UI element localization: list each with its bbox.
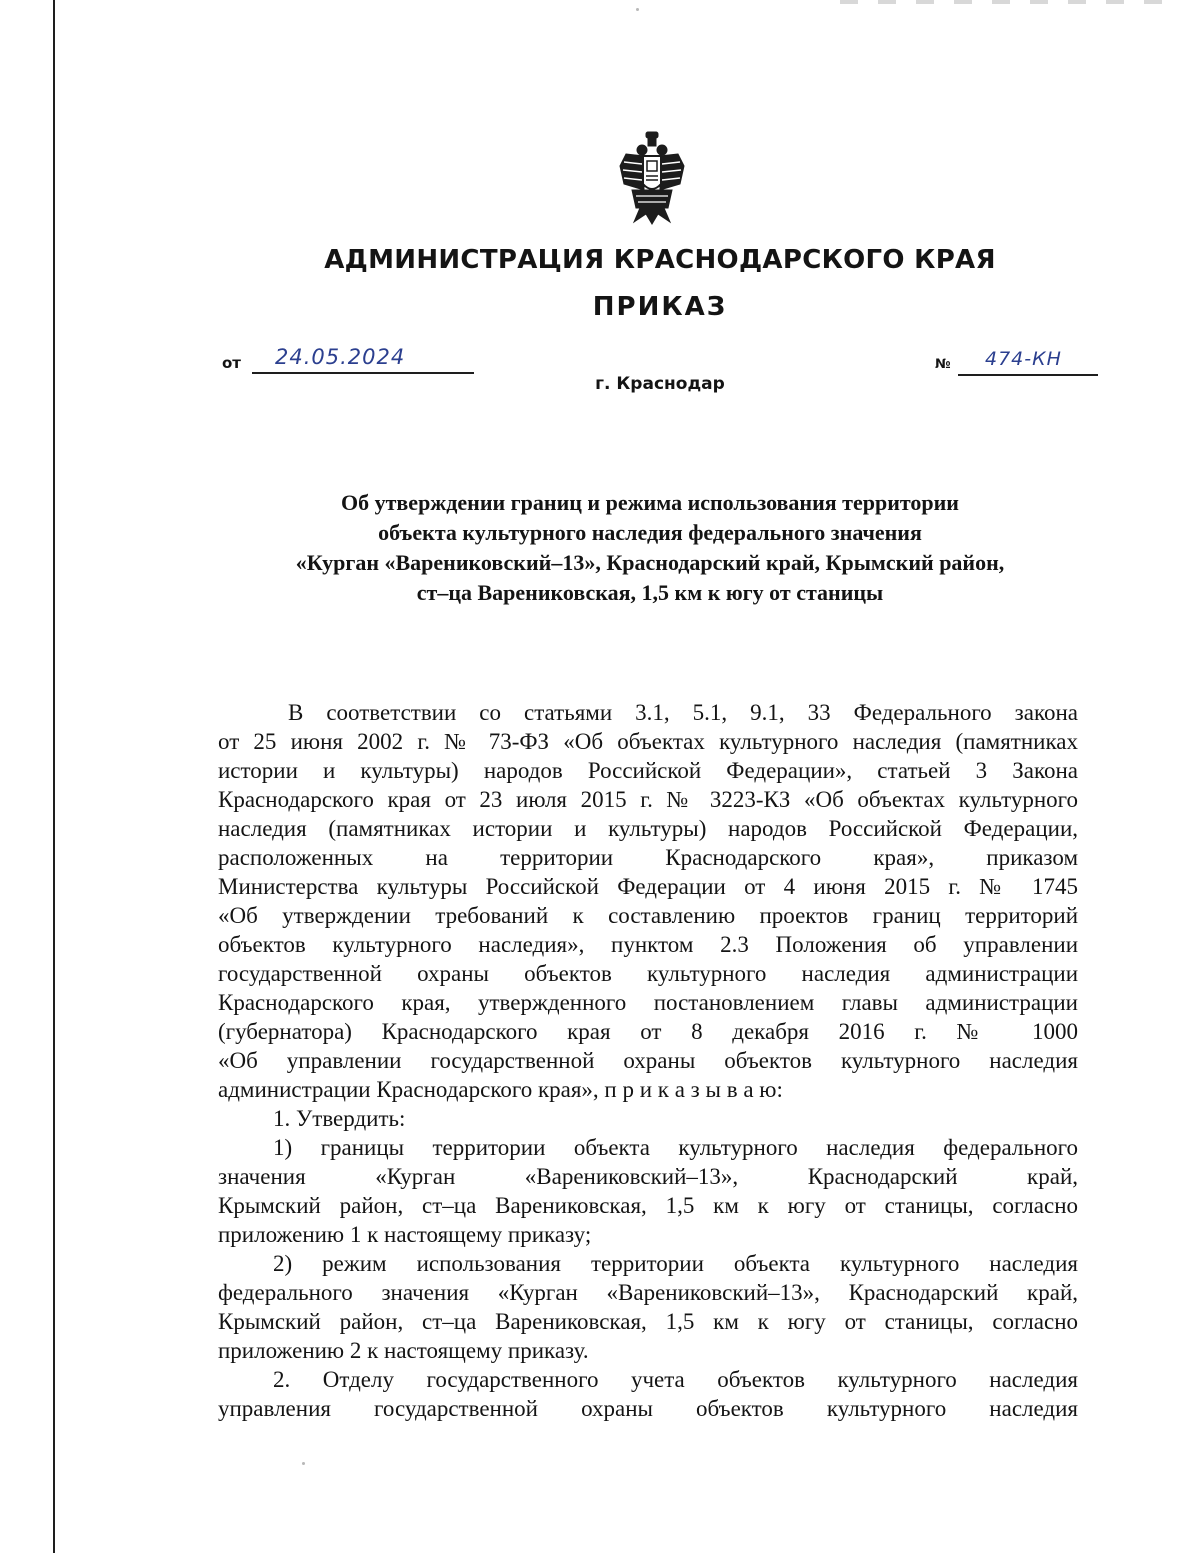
body-line: значения «Курган «Варениковский–13», Краснодарский край, [218, 1164, 1078, 1189]
subject-line: «Курган «Варениковский–13», Краснодарский край, Крымский район, [295, 550, 1005, 575]
body-line: (губернатора) Краснодарского края от 8 декабря 2016 г. № 1000 [218, 1019, 1078, 1044]
body-line: истории и культуры) народов Российской Федерации», статьей 3 Закона [218, 758, 1078, 783]
body-line: Министерства культуры Российской Федерации от 4 июня 2015 г. № 1745 [218, 874, 1078, 899]
coat-of-arms-emblem [618, 130, 686, 225]
body-line: Крымский район, ст–ца Варениковская, 1,5 км к югу от станицы, согласно [218, 1309, 1078, 1334]
body-line: наследия (памятниках истории и культуры) народов Российской Федерации, [218, 816, 1078, 841]
body-line: администрации Краснодарского края», п р и к а з ы в а ю: [218, 1077, 783, 1102]
document-type: ПРИКАЗ [592, 292, 728, 322]
body-line: расположенных на территории Краснодарского края», приказом [218, 845, 1078, 870]
item-1-heading: 1. Утвердить: [273, 1106, 406, 1131]
body-line: Краснодарского края, утвержденного постановлением главы администрации [218, 990, 1078, 1015]
subject-line: объекта культурного наследия федерального значения [378, 520, 922, 545]
body-line: В соответствии со статьями 3.1, 5.1, 9.1, 33 Федерального закона [288, 700, 1078, 725]
body-line: государственной охраны объектов культурного наследия администрации [218, 961, 1078, 986]
date-prefix: от [222, 354, 241, 372]
body-line: 2) режим использования территории объекта культурного наследия [273, 1251, 1078, 1276]
body-line: Краснодарского края от 23 июля 2015 г. № 3223-КЗ «Об объектах культурного [218, 787, 1078, 812]
handwritten-number: 474-КН [985, 348, 1062, 370]
body-line: «Об утверждении требований к составлению проектов границ территорий [218, 903, 1078, 928]
order-body [218, 698, 1078, 1423]
scan-speck [636, 8, 639, 11]
body-line: «Об управлении государственной охраны объектов культурного наследия [218, 1048, 1078, 1073]
body-line: 1) границы территории объекта культурного наследия федерального [273, 1135, 1078, 1160]
body-line: объектов культурного наследия», пунктом 2.3 Положения об управлении [218, 932, 1078, 957]
city-label: г. Краснодар [595, 374, 725, 394]
scan-top-marks [840, 0, 1170, 4]
body-line: федерального значения «Курган «Варениковский–13», Краснодарский край, [218, 1280, 1078, 1305]
body-line: приложению 2 к настоящему приказу. [218, 1338, 589, 1363]
body-line: 2. Отделу государственного учета объектов культурного наследия [273, 1367, 1078, 1392]
handwritten-date: 24.05.2024 [275, 345, 406, 369]
number-prefix: № [935, 357, 951, 372]
scan-speck [302, 1462, 305, 1465]
body-line: от 25 июня 2002 г. № 73-ФЗ «Об объектах культурного наследия (памятниках [218, 729, 1078, 754]
organization-title: АДМИНИСТРАЦИЯ КРАСНОДАРСКОГО КРАЯ [324, 245, 996, 275]
subject-line: ст–ца Варениковская, 1,5 км к югу от станицы [416, 580, 884, 605]
subject-line: Об утверждении границ и режима использования территории [341, 490, 959, 515]
order-subject [0, 488, 1200, 608]
scan-left-border [53, 0, 55, 1553]
body-line: Крымский район, ст–ца Варениковская, 1,5 км к югу от станицы, согласно [218, 1193, 1078, 1218]
body-line: управления государственной охраны объектов культурного наследия [218, 1396, 1078, 1421]
number-underline [958, 374, 1098, 376]
body-line: приложению 1 к настоящему приказу; [218, 1222, 592, 1247]
